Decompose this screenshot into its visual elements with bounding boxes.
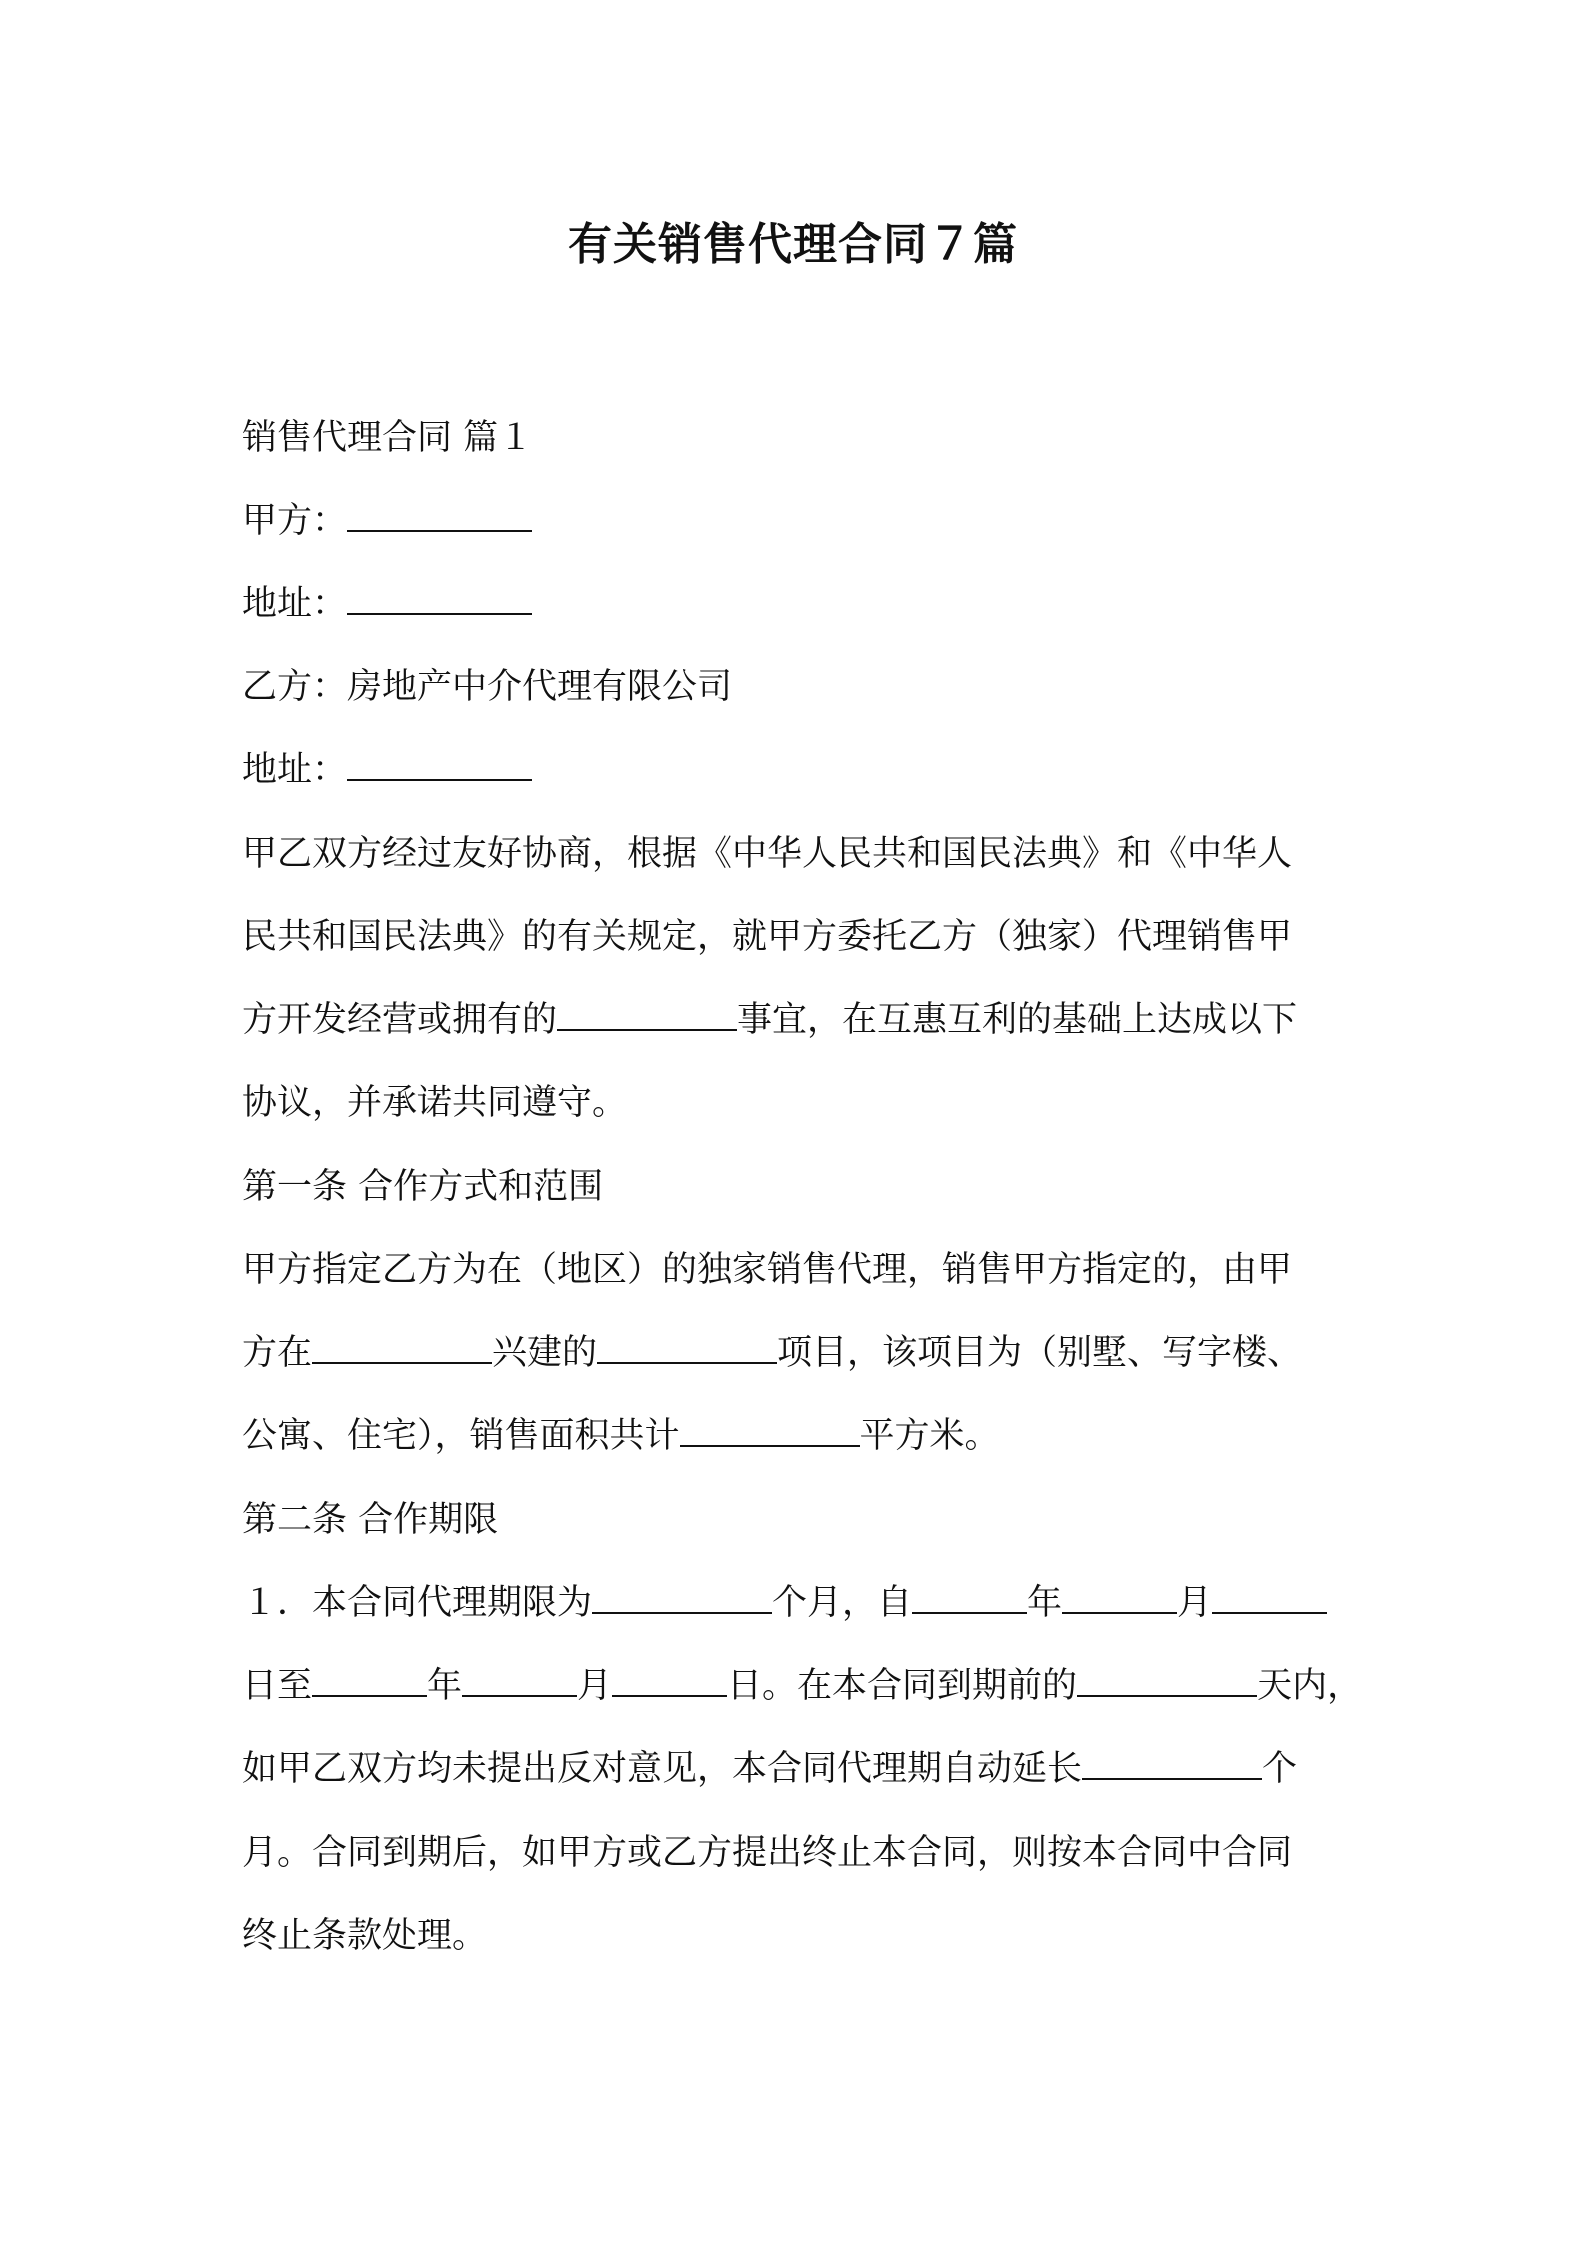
end-month-blank [462, 1661, 577, 1697]
article-1-text: 项目，该项目为（别墅、写字楼、 [777, 1333, 1303, 1373]
party-a-line [242, 496, 532, 546]
article-1-text: 兴建的 [492, 1333, 598, 1373]
article-1-line-3 [242, 1411, 1000, 1461]
article-2-line-4: 月。合同到期后，如甲方或乙方提出终止本合同，则按本合同中合同 [242, 1833, 1293, 1873]
party-a-address-label: 地址： [242, 584, 348, 624]
article-2-text: 天内， [1257, 1666, 1363, 1706]
extension-months-blank [1082, 1744, 1262, 1780]
party-b-name: 房地产中介代理有限公司 [347, 667, 733, 707]
party-b-label: 乙方： [242, 667, 348, 707]
party-a-label: 甲方： [242, 501, 348, 541]
article-1-line-2 [242, 1328, 1302, 1378]
intro-text: 事宜，在互惠互利的基础上达成以下 [737, 1000, 1298, 1040]
project-blank [597, 1328, 777, 1364]
area-blank [680, 1411, 860, 1447]
intro-text: 方开发经营或拥有的 [242, 1000, 558, 1040]
article-2-text: 月 [1177, 1583, 1213, 1623]
article-1-heading: 第一条 合作方式和范围 [242, 1167, 604, 1207]
start-month-blank [1062, 1578, 1177, 1614]
party-b-address-label: 地址： [242, 750, 348, 790]
end-day-blank [612, 1661, 727, 1697]
article-2-text: 如甲乙双方均未提出反对意见，本合同代理期自动延长 [242, 1749, 1083, 1789]
party-b-address-blank [347, 745, 532, 781]
document-title: 有关销售代理合同７篇 [568, 219, 1018, 270]
article-1-text: 方在 [242, 1333, 313, 1373]
article-1-text: 公寓、住宅），销售面积共计 [242, 1416, 680, 1456]
article-1-text: 平方米。 [859, 1416, 1000, 1456]
article-2-text: 年 [427, 1666, 463, 1706]
article-2-text: 月 [577, 1666, 613, 1706]
article-2-text: 个月，自 [772, 1583, 913, 1623]
party-a-blank [347, 496, 532, 532]
start-year-blank [912, 1578, 1027, 1614]
intro-line-3 [242, 995, 1297, 1045]
article-2-text: 日。在本合同到期前的 [727, 1666, 1078, 1706]
article-1-line-1: 甲方指定乙方为在（地区）的独家销售代理，销售甲方指定的，由甲 [242, 1250, 1293, 1290]
article-2-line-5: 终止条款处理。 [242, 1916, 488, 1956]
article-2-heading: 第二条 合作期限 [242, 1500, 499, 1540]
intro-line-4: 协议，并承诺共同遵守。 [242, 1083, 628, 1123]
party-a-address-line [242, 579, 532, 629]
article-2-line-1 [242, 1578, 1327, 1628]
article-2-text: 个 [1262, 1749, 1298, 1789]
location-blank [312, 1328, 492, 1364]
article-2-line-2 [242, 1661, 1362, 1711]
end-year-blank [312, 1661, 427, 1697]
intro-blank [557, 995, 737, 1031]
article-2-text: 年 [1027, 1583, 1063, 1623]
article-2-text: 日至 [242, 1666, 313, 1706]
intro-line-1: 甲乙双方经过友好协商，根据《中华人民共和国民法典》和《中华人 [242, 834, 1293, 874]
notice-days-blank [1077, 1661, 1257, 1697]
start-day-blank [1212, 1578, 1327, 1614]
section-heading: 销售代理合同 篇１ [242, 418, 534, 458]
article-2-line-3 [242, 1744, 1297, 1794]
article-2-text: １．本合同代理期限为 [242, 1583, 593, 1623]
intro-line-2: 民共和国民法典》的有关规定，就甲方委托乙方（独家）代理销售甲 [242, 917, 1293, 957]
term-months-blank [592, 1578, 772, 1614]
party-a-address-blank [347, 579, 532, 615]
party-b-line [242, 662, 732, 712]
party-b-address-line [242, 745, 532, 795]
